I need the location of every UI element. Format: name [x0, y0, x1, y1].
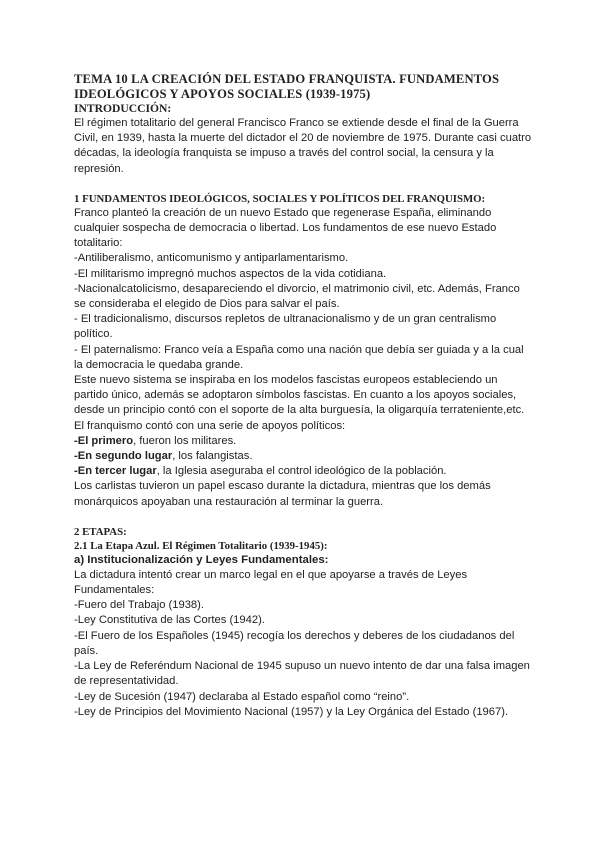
text-line: -El Fuero de los Españoles (1945) recogía los derechos y deberes de los ciudadanos del [74, 629, 515, 642]
text-line: Civil, en 1939, hasta la muerte del dictador el 20 de noviembre de 1975. Durante casi cuatro [74, 132, 532, 145]
text-line: se consideraba el elegido de Dios para salvar el país. [74, 298, 340, 311]
text-line: La dictadura intentó crear un marco legal en el que apoyarse a través de Leyes [74, 568, 468, 581]
text-line: desde un principio contó con el soporte de la alta burguesía, la oligarquía terrateniente,etc. [74, 404, 525, 417]
support-item-falangists: -En segundo lugar, los falangistas. [74, 450, 253, 463]
section-1-body [74, 206, 536, 510]
text-line: décadas, la ideología franquista se impuso a través del control social, la censura y la [74, 147, 494, 160]
text-line: partido único, además se adoptaron símbolos fascistas. En cuanto a los apoyos sociales, [74, 389, 517, 402]
text-line: Los carlistas tuvieron un papel escaso durante la dictadura, mientras que los demás [74, 480, 491, 493]
text-line: de representatividad. [74, 675, 179, 688]
text-line: - El tradicionalismo, discursos repletos de ultranacionalismo y de un gran centralismo [74, 313, 497, 326]
text-line: la democracia le quedaba grande. [74, 358, 244, 371]
text-line: país. [74, 644, 99, 657]
section-2-1-heading: 2.1 La Etapa Azul. El Régimen Totalitario (1939-1945): [74, 539, 328, 552]
text-line: político. [74, 328, 113, 341]
text-line: totalitario: [74, 237, 123, 250]
intro-heading: INTRODUCCIÓN: [74, 102, 172, 115]
support-item-military: -El primero, fueron los militares. [74, 434, 237, 447]
section-2-body [74, 568, 536, 720]
document-title-line-2: IDEOLÓGICOS Y APOYOS SOCIALES (1939-1975) [74, 87, 371, 101]
text-line: -El militarismo impregnó muchos aspectos de la vida cotidiana. [74, 267, 387, 280]
text-line: cualquier sospecha de democracia o libertad. Los fundamentos de ese nuevo Estado [74, 222, 497, 235]
text-line: El franquismo contó con una serie de apoyos políticos: [74, 419, 346, 432]
text-line: -Ley Constitutiva de las Cortes (1942). [74, 614, 265, 627]
document-title-line-1: TEMA 10 LA CREACIÓN DEL ESTADO FRANQUISTA. FUNDAMENTOS [74, 72, 500, 86]
section-1-heading: 1 FUNDAMENTOS IDEOLÓGICOS, SOCIALES Y POLÍTICOS DEL FRANQUISMO: [74, 192, 486, 205]
text-line: Fundamentales: [74, 584, 155, 597]
text-line: Este nuevo sistema se inspiraba en los modelos fascistas europeos estableciendo un [74, 374, 498, 387]
text-line: -Ley de Sucesión (1947) declaraba al Estado español como “reino”. [74, 690, 410, 703]
subsection-a-heading: a) Institucionalización y Leyes Fundamentales: [74, 553, 329, 566]
text-line: - El paternalismo: Franco veía a España como una nación que debía ser guiada y a la cual [74, 343, 524, 356]
support-item-church: -En tercer lugar, la Iglesia aseguraba el control ideológico de la población. [74, 465, 447, 478]
text-line: -Antiliberalismo, anticomunismo y antiparlamentarismo. [74, 252, 349, 265]
text-line: -La Ley de Referéndum Nacional de 1945 supuso un nuevo intento de dar una falsa imagen [74, 660, 530, 673]
text-line: -Nacionalcatolicismo, desapareciendo el divorcio, el matrimonio civil, etc. Además, Franco [74, 282, 520, 295]
text-line: monárquicos apoyaban una restauración al terminar la guerra. [74, 495, 384, 508]
text-line: represión. [74, 162, 124, 175]
document-page [74, 72, 536, 720]
section-2-heading: 2 ETAPAS: [74, 525, 127, 538]
intro-paragraph [74, 116, 536, 177]
text-line: -Fuero del Trabajo (1938). [74, 599, 204, 612]
text-line: Franco planteó la creación de un nuevo Estado que regenerase España, eliminando [74, 206, 492, 219]
text-line: -Ley de Principios del Movimiento Nacional (1957) y la Ley Orgánica del Estado (1967). [74, 705, 509, 718]
text-line: El régimen totalitario del general Francisco Franco se extiende desde el final de la Guerra [74, 117, 519, 129]
